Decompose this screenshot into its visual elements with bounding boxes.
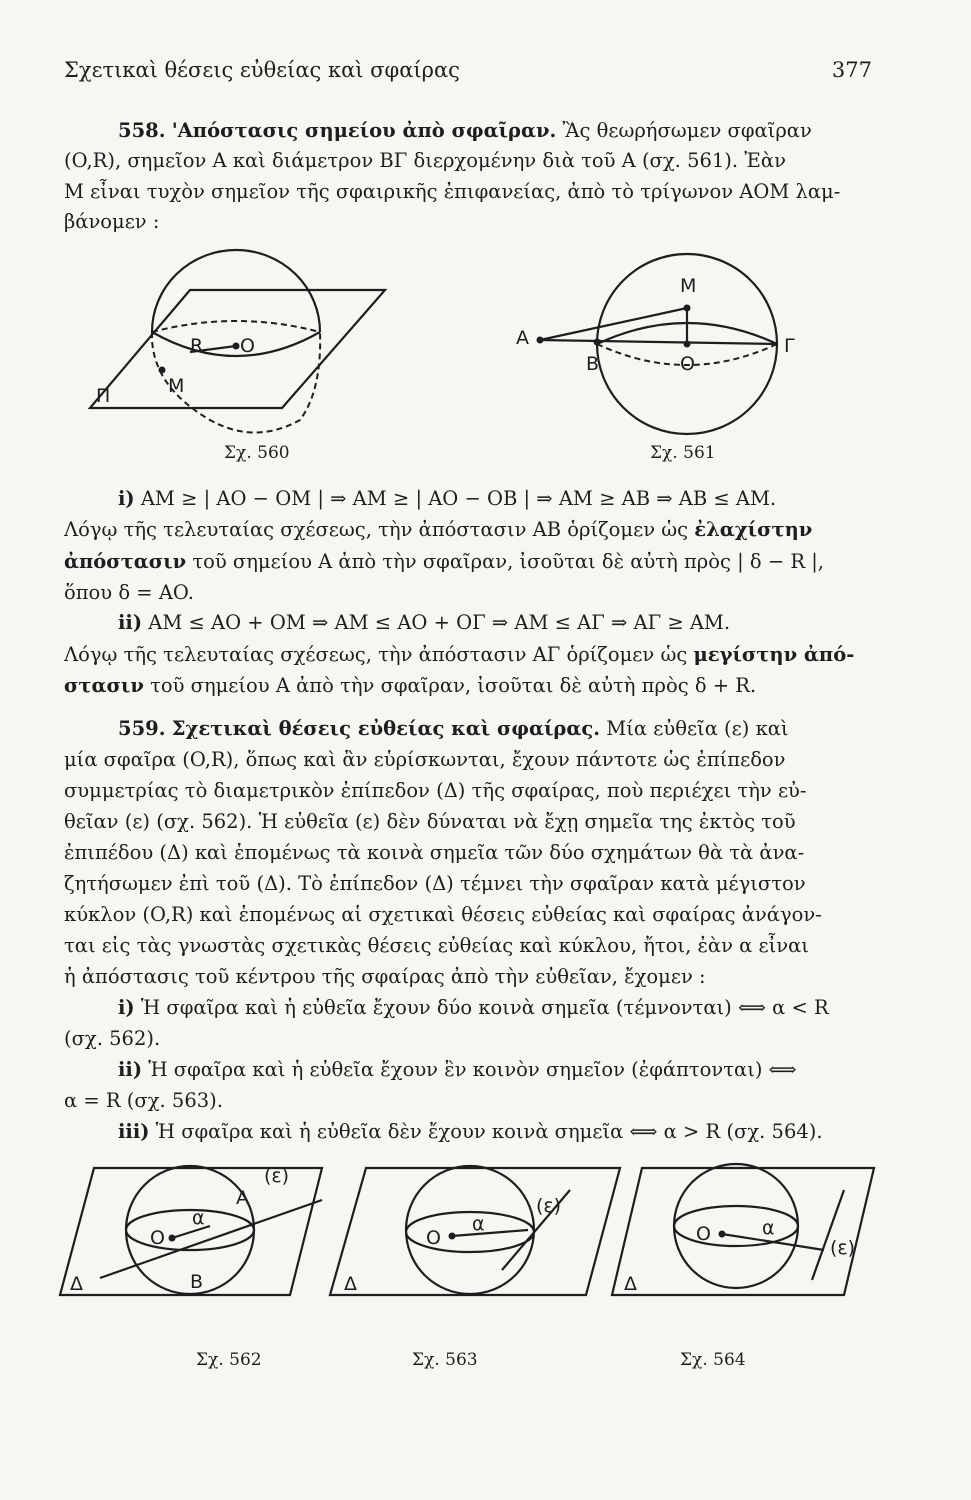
label-epsilon: (ε) <box>830 1237 856 1259</box>
label-O: O <box>680 353 695 375</box>
label-delta: Δ <box>624 1273 637 1295</box>
label-alpha: α <box>192 1207 205 1229</box>
label-delta: Δ <box>70 1273 83 1295</box>
figure-560 <box>90 280 390 450</box>
caption-562: Σχ. 562 <box>196 1350 262 1370</box>
label-A: A <box>516 327 529 349</box>
s559-line-8: ται εἰς τὰς γνωστὰς σχετικὰς θέσεις εὐθείας καὶ κύκλου, ἤτοι, ἐὰν α εἶναι <box>64 934 809 957</box>
running-title: Σχετικαὶ θέσεις εὐθείας καὶ σφαίρας <box>64 58 460 82</box>
caption-563: Σχ. 563 <box>412 1350 478 1370</box>
s559-number: 559. <box>118 717 166 740</box>
label-plane-pi: Π <box>96 385 111 407</box>
s558-case-ii-formula: ii) AM ≤ AO + OM ⇒ AM ≤ AO + OΓ ⇒ AM ≤ AΓ ⇒ AΓ ≥ AM. <box>118 611 731 634</box>
s558-case-i-line-2: ἀπόστασιν τοῦ σημείου A ἀπὸ τὴν σφαῖραν, ἰσοῦται δὲ αὐτὴ πρὸς | δ − R |, <box>64 550 824 573</box>
label-delta: Δ <box>344 1273 357 1295</box>
s559-line-9: ἡ ἀπόστασις τοῦ κέντρου τῆς σφαίρας ἀπὸ τὴν εὐθεῖαν, ἔχομεν : <box>64 965 706 988</box>
s559-line-4: θεῖαν (ε) (σχ. 562). Ἡ εὐθεῖα (ε) δὲν δύναται νὰ ἔχῃ σημεῖα της ἐκτὸς τοῦ <box>64 810 796 833</box>
s558-line-4: βάνομεν : <box>64 210 160 233</box>
figure-562 <box>60 1160 330 1310</box>
s558-case-i-line-3: ὅπου δ = AO. <box>64 581 194 604</box>
s559-line-6: ζητήσωμεν ἐπὶ τοῦ (Δ). Τὸ ἐπίπεδον (Δ) τέμνει τὴν σφαῖραν κατὰ μέγιστον <box>64 872 806 895</box>
s558-case-ii-line-2: στασιν τοῦ σημείου A ἀπὸ τὴν σφαῖραν, ἰσοῦται δὲ αὐτὴ πρὸς δ + R. <box>64 674 757 697</box>
s559-case-i: i) Ἡ σφαῖρα καὶ ἡ εὐθεῖα ἔχουν δύο κοινὰ σημεῖα (τέμνονται) ⟺ α < R <box>118 996 829 1019</box>
s559-line-5: ἐπιπέδου (Δ) καὶ ἑπομένως τὰ κοινὰ σημεῖα τῶν δύο σχημάτων θὰ τὰ ἀνα- <box>64 841 805 864</box>
label-epsilon: (ε) <box>264 1165 290 1187</box>
label-B: B <box>586 353 600 375</box>
label-epsilon: (ε) <box>536 1195 562 1217</box>
s558-line-3: M εἶναι τυχὸν σημεῖον τῆς σφαιρικῆς ἐπιφανείας, ἀπὸ τὸ τρίγωνον AOM λαμ- <box>64 180 841 203</box>
label-alpha: α <box>762 1217 775 1239</box>
figure-564 <box>612 1160 882 1310</box>
s559-line-2: μία σφαῖρα (O,R), ὅπως καὶ ἂν εὑρίσκωνται, ἔχουν πάντοτε ὡς ἐπίπεδον <box>64 748 786 771</box>
s558-case-ii-line-1: Λόγῳ τῆς τελευταίας σχέσεως, τὴν ἀπόστασιν AΓ ὁρίζομεν ὡς μεγίστην ἀπό- <box>64 643 855 666</box>
caption-560: Σχ. 560 <box>224 443 290 463</box>
label-O: O <box>696 1223 711 1245</box>
label-Gamma: Γ <box>784 335 795 357</box>
label-O: O <box>426 1227 441 1249</box>
caption-564: Σχ. 564 <box>680 1350 746 1370</box>
s559-case-i-cont: (σχ. 562). <box>64 1027 161 1050</box>
s559-case-iii: iii) Ἡ σφαῖρα καὶ ἡ εὐθεῖα δὲν ἔχουν κοινὰ σημεῖα ⟺ α > R (σχ. 564). <box>118 1120 823 1143</box>
s558-line-2: (O,R), σημεῖον A καὶ διάμετρον ΒΓ διερχομένην διὰ τοῦ A (σχ. 561). Ἐὰν <box>64 149 786 172</box>
caption-561: Σχ. 561 <box>650 443 716 463</box>
s558-number: 558. <box>118 119 166 142</box>
s558-case-i-line-1: Λόγῳ τῆς τελευταίας σχέσεως, τὴν ἀπόστασιν AB ὁρίζομεν ὡς ἐλαχίστην <box>64 518 813 541</box>
figure-561 <box>510 268 810 448</box>
figure-563 <box>330 1160 620 1310</box>
page-number: 377 <box>831 58 872 82</box>
s558-case-i-formula: i) AM ≥ | AO − OM | ⇒ AM ≥ | AO − OB | ⇒ AM ≥ AB ⇒ AB ≤ AM. <box>118 487 777 510</box>
s558-line-1: 558. 'Απόστασις σημείου ἀπὸ σφαῖραν. Ἂς θεωρήσωμεν σφαῖραν <box>118 119 812 142</box>
label-O: O <box>240 335 255 357</box>
label-A: A <box>236 1187 249 1209</box>
s558-title: 'Απόστασις σημείου ἀπὸ σφαῖραν. <box>171 119 557 142</box>
plane-delta <box>612 1168 874 1295</box>
label-O: O <box>150 1227 165 1249</box>
page-header <box>64 58 872 88</box>
s559-case-ii: ii) Ἡ σφαῖρα καὶ ἡ εὐθεῖα ἔχουν ἓν κοινὸν σημεῖον (ἐφάπτονται) ⟺ <box>118 1058 797 1081</box>
s559-line-1: 559. Σχετικαὶ θέσεις εὐθείας καὶ σφαίρας. Μία εὐθεῖα (ε) καὶ <box>118 717 789 740</box>
label-M: M <box>168 375 185 397</box>
label-B: B <box>190 1271 204 1293</box>
s559-line-7: κύκλον (O,R) καὶ ἑπομένως αἱ σχετικαὶ θέσεις εὐθείας καὶ σφαίρας ἀνάγον- <box>64 903 822 926</box>
label-alpha: α <box>472 1213 485 1235</box>
label-M: M <box>680 275 697 297</box>
s559-case-ii-cont: α = R (σχ. 563). <box>64 1089 223 1112</box>
label-R: R <box>190 335 204 357</box>
s559-title: Σχετικαὶ θέσεις εὐθείας καὶ σφαίρας. <box>171 717 601 740</box>
s559-line-3: συμμετρίας τὸ διαμετρικὸν ἐπίπεδον (Δ) τῆς σφαίρας, ποὺ περιέχει τὴν εὐ- <box>64 779 807 802</box>
